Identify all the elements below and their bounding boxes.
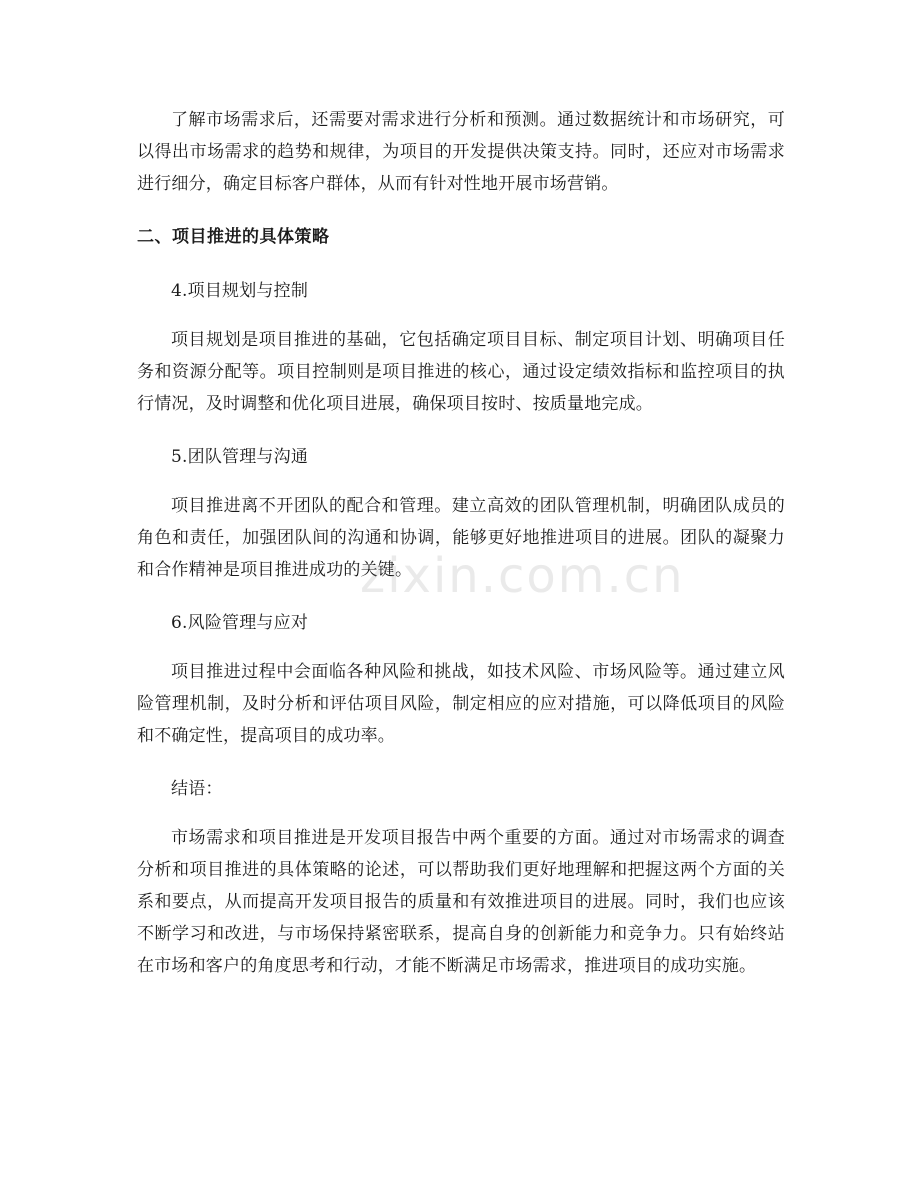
subsection-body-risk: 项目推进过程中会面临各种风险和挑战，如技术风险、市场风险等。通过建立风险管理机制，及时分析和评估项目风险，制定相应的应对措施，可以降低项目的风险和不确定性，提高项目的成功率。 <box>137 662 785 746</box>
conclusion-body: 市场需求和项目推进是开发项目报告中两个重要的方面。通过对市场需求的调查分析和项目推进的具体策略的论述，可以帮助我们更好地理解和把握这两个方面的关系和要点，从而提高开发项目报告的质量和有效推进项目的进展。同时，我们也应该不断学习和改进，与市场保持紧密联系，提高自身的创新能力和竞争力。只有始终站在市场和客户的角度思考和行动，才能不断满足市场需求，推进项目的成功实施。 <box>137 828 785 976</box>
subsection-body-planning: 项目规划是项目推进的基础，它包括确定项目目标、制定项目计划、明确项目任务和资源分配等。项目控制则是项目推进的核心，通过设定绩效指标和监控项目的执行情况，及时调整和优化项目进展，确保项目按时、按质量地完成。 <box>137 330 785 414</box>
subsection-title-team: 5.团队管理与沟通 <box>171 447 309 467</box>
document-body <box>137 104 785 1003</box>
subsection-title-risk: 6.风险管理与应对 <box>171 613 309 633</box>
intro-paragraph: 了解市场需求后，还需要对需求进行分析和预测。通过数据统计和市场研究，可以得出市场需求的趋势和规律，为项目的开发提供决策支持。同时，还应对市场需求进行细分，确定目标客户群体，从而有针对性地开展市场营销。 <box>137 110 785 194</box>
subsection-body-team: 项目推进离不开团队的配合和管理。建立高效的团队管理机制，明确团队成员的角色和责任，加强团队间的沟通和协调，能够更好地推进项目的进展。团队的凝聚力和合作精神是项目推进成功的关键。 <box>137 496 785 580</box>
section-heading: 二、项目推进的具体策略 <box>137 227 330 247</box>
watermark: zixin.com.cn <box>360 548 685 604</box>
conclusion-title: 结语： <box>171 779 223 799</box>
subsection-title-planning: 4.项目规划与控制 <box>171 281 309 301</box>
